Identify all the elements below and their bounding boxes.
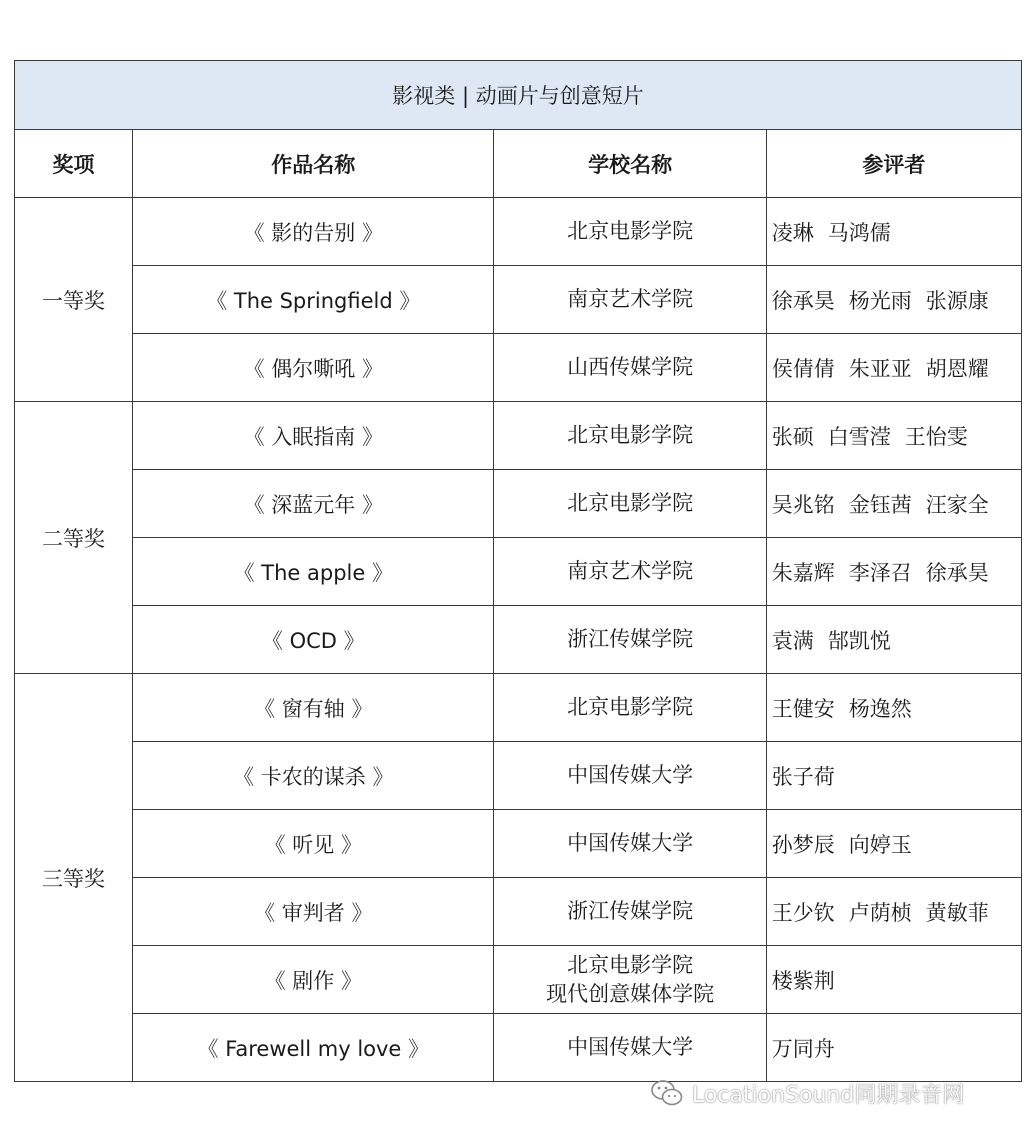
reviewer-name: 王健安 — [771, 696, 835, 721]
school-cell — [494, 606, 766, 674]
reviewer-name: 侯倩倩 — [771, 356, 835, 381]
table-row — [15, 878, 1022, 946]
work-title-cell: 《 影的告别 》 — [133, 198, 494, 266]
reviewers-cell — [766, 810, 1021, 878]
reviewer-name: 徐承昊 — [925, 560, 989, 585]
reviewer-name: 朱亚亚 — [848, 356, 912, 381]
watermark — [650, 1076, 964, 1110]
table-row — [15, 674, 1022, 742]
table-row — [15, 402, 1022, 470]
school-cell — [494, 334, 766, 402]
work-title-cell: 《 偶尔嘶吼 》 — [133, 334, 494, 402]
table-row — [15, 606, 1022, 674]
work-title-cell: 《 入眠指南 》 — [133, 402, 494, 470]
school-name: 山西传媒学院 — [567, 355, 694, 379]
school-name: 北京电影学院 — [567, 491, 694, 515]
school-name: 中国传媒大学 — [567, 763, 694, 787]
school-name: 浙江传媒学院 — [567, 899, 694, 923]
reviewer-name: 吴兆铭 — [771, 492, 835, 517]
school-cell — [494, 470, 766, 538]
reviewer-name: 汪家全 — [925, 492, 989, 517]
reviewer-name: 袁满 — [771, 628, 814, 653]
reviewers-cell — [766, 1014, 1021, 1082]
reviewer-name: 王怡雯 — [904, 424, 968, 449]
reviewer-name: 孙梦辰 — [771, 832, 835, 857]
table-title: 影视类 | 动画片与创意短片 — [15, 61, 1022, 130]
reviewers-cell — [766, 538, 1021, 606]
reviewer-name: 白雪滢 — [827, 424, 891, 449]
work-title-cell: 《 The Springfield 》 — [133, 266, 494, 334]
table-row — [15, 266, 1022, 334]
work-title-cell: 《 听见 》 — [133, 810, 494, 878]
watermark-text: LocationSound同期录音网 — [692, 1082, 965, 1108]
reviewer-name: 王少钦 — [771, 900, 835, 925]
reviewer-name: 杨逸然 — [848, 696, 912, 721]
school-cell — [494, 878, 766, 946]
school-cell — [494, 810, 766, 878]
reviewers-cell — [766, 742, 1021, 810]
reviewer-name: 万同舟 — [771, 1036, 835, 1061]
reviewer-name: 胡恩耀 — [925, 356, 989, 381]
reviewers-cell — [766, 470, 1021, 538]
reviewers-cell — [766, 198, 1021, 266]
reviewer-name: 卢荫桢 — [848, 900, 912, 925]
school-cell — [494, 946, 766, 1014]
table-body — [15, 198, 1022, 1082]
award-cell: 二等奖 — [15, 402, 133, 674]
school-name: 浙江传媒学院 — [567, 627, 694, 651]
award-cell: 一等奖 — [15, 198, 133, 402]
school-name: 北京电影学院 — [567, 423, 694, 447]
reviewers-cell — [766, 402, 1021, 470]
table-row — [15, 1014, 1022, 1082]
reviewer-name: 凌琳 — [771, 220, 814, 245]
reviewer-name: 金钰茜 — [848, 492, 912, 517]
table-row — [15, 334, 1022, 402]
table-row — [15, 946, 1022, 1014]
work-title-cell: 《 剧作 》 — [133, 946, 494, 1014]
school-name: 南京艺术学院 — [567, 559, 694, 583]
school-cell — [494, 402, 766, 470]
reviewer-name: 黄敏菲 — [925, 900, 989, 925]
reviewer-name: 李泽召 — [848, 560, 912, 585]
work-title-cell: 《 卡农的谋杀 》 — [133, 742, 494, 810]
table-row — [15, 810, 1022, 878]
school-cell — [494, 198, 766, 266]
school-name: 北京电影学院 — [567, 952, 694, 977]
work-title-cell: 《 Farewell my love 》 — [133, 1014, 494, 1082]
reviewers-cell — [766, 266, 1021, 334]
school-name: 中国传媒大学 — [567, 1035, 694, 1059]
wechat-icon — [650, 1078, 684, 1108]
reviewer-name: 马鸿儒 — [827, 220, 891, 245]
work-title-cell: 《 The apple 》 — [133, 538, 494, 606]
work-title-cell: 《 OCD 》 — [133, 606, 494, 674]
reviewer-name: 张子荷 — [771, 764, 835, 789]
table-row — [15, 198, 1022, 266]
reviewer-name: 张源康 — [925, 288, 989, 313]
school-name: 北京电影学院 — [567, 695, 694, 719]
table-row — [15, 470, 1022, 538]
reviewers-cell — [766, 674, 1021, 742]
reviewer-name: 向婷玉 — [848, 832, 912, 857]
school-cell — [494, 538, 766, 606]
school-name: 现代创意媒体学院 — [546, 981, 715, 1006]
header-work: 作品名称 — [133, 130, 494, 198]
header-school: 学校名称 — [494, 130, 766, 198]
school-cell — [494, 742, 766, 810]
reviewer-name: 张硕 — [771, 424, 814, 449]
school-name: 北京电影学院 — [567, 219, 694, 243]
table-row — [15, 538, 1022, 606]
award-cell: 三等奖 — [15, 674, 133, 1082]
table-row — [15, 742, 1022, 810]
school-name: 中国传媒大学 — [567, 831, 694, 855]
school-cell — [494, 1014, 766, 1082]
work-title-cell: 《 深蓝元年 》 — [133, 470, 494, 538]
reviewer-name: 朱嘉辉 — [771, 560, 835, 585]
reviewers-cell — [766, 334, 1021, 402]
header-row — [15, 130, 1022, 198]
reviewer-name: 楼紫荆 — [771, 968, 835, 993]
school-cell — [494, 266, 766, 334]
school-name: 南京艺术学院 — [567, 287, 694, 311]
header-award: 奖项 — [15, 130, 133, 198]
awards-table — [14, 60, 1022, 1082]
header-reviewers: 参评者 — [766, 130, 1021, 198]
work-title-cell: 《 审判者 》 — [133, 878, 494, 946]
work-title-cell: 《 窗有轴 》 — [133, 674, 494, 742]
school-cell — [494, 674, 766, 742]
reviewers-cell — [766, 878, 1021, 946]
reviewer-name: 杨光雨 — [848, 288, 912, 313]
reviewer-name: 徐承昊 — [771, 288, 835, 313]
reviewers-cell — [766, 606, 1021, 674]
reviewers-cell — [766, 946, 1021, 1014]
reviewer-name: 郜凯悦 — [827, 628, 891, 653]
